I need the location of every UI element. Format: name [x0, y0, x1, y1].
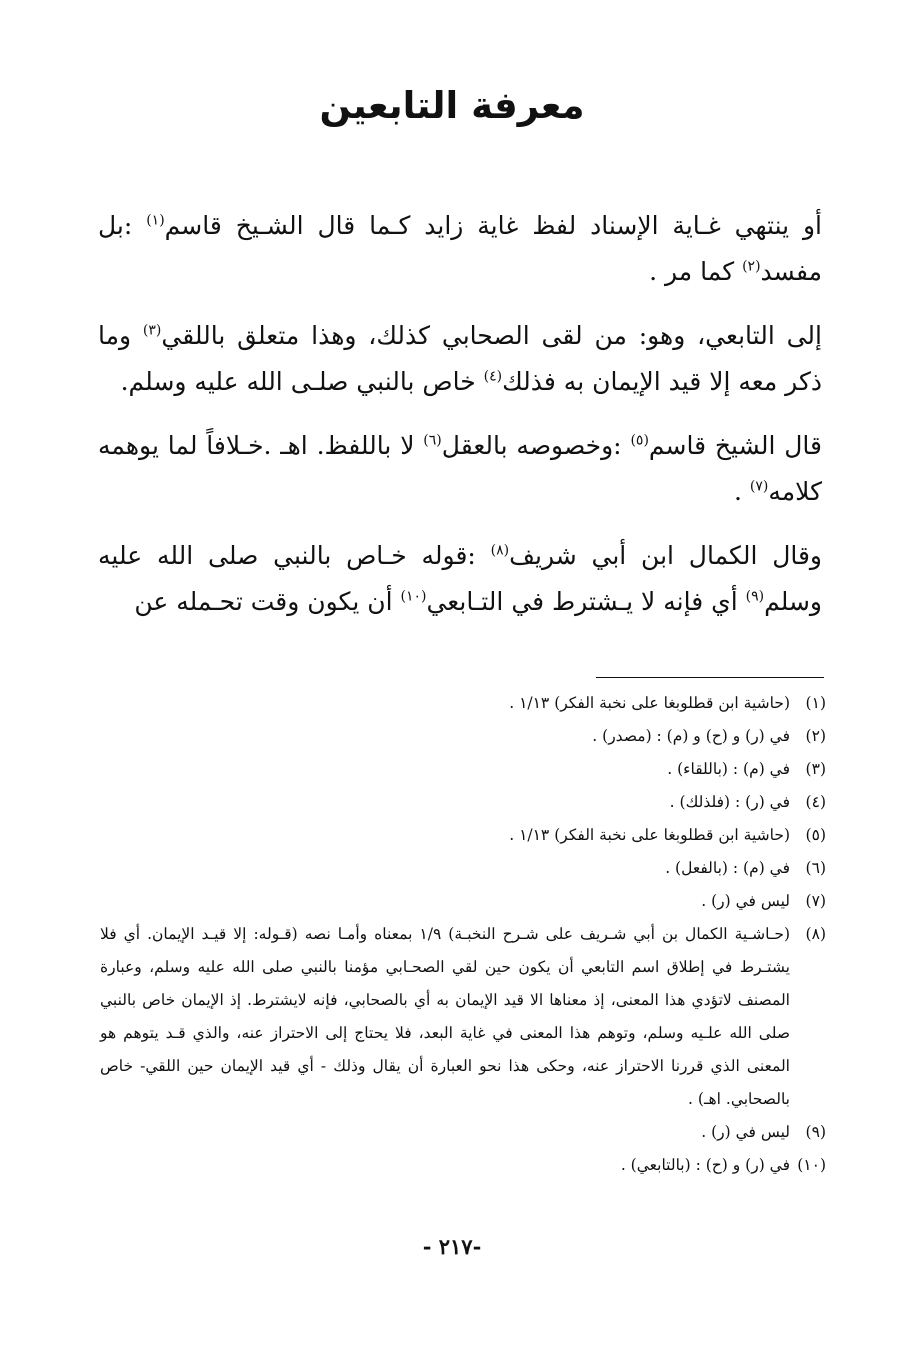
footnote-number: (٧): [805, 892, 826, 910]
footnote-number: (٨): [805, 925, 826, 943]
footnote-1: [100, 687, 826, 720]
text: لا باللفظ. اهـ .خـلافاً لما يوهمه كلامه: [98, 431, 822, 506]
footnote-ref[interactable]: (٥): [630, 432, 649, 449]
footnote-6: [100, 852, 826, 885]
footnote-text: ليس في (ر) .: [701, 892, 790, 910]
footnote-ref[interactable]: (٦): [423, 432, 442, 449]
footnote-9: [100, 1116, 826, 1149]
footnote-text: في (ر) و (ح) : (بالتابعي) .: [620, 1156, 790, 1174]
footnote-2: [100, 720, 826, 753]
footnote-number: (١٠): [797, 1156, 826, 1174]
footnote-7: [100, 885, 826, 918]
footnote-number: (٤): [805, 793, 826, 811]
text: .: [734, 477, 750, 506]
footnote-ref[interactable]: (٣): [142, 322, 162, 339]
paragraph-1: [98, 203, 822, 295]
text: وما ذكر معه إلا قيد الإيمان به فذلك: [98, 321, 822, 396]
footnote-text: (حـاشـية الكمال بن أبي شـريف على شـرح النخبـة) ١/٩ بمعناه وأمـا نصه (قـوله: إلا قيـد الإيمان. أي فلا يشتـرط في إطلاق اسم التابعي أن يكون حين لقي الصحـابي مؤمنا بالنبي صلى الله عليه وسلم، وعبارة المصنف لاتؤدي هذا المعنى، إذ معناها الا قيد الإيمان به أي بالصحابي، فإنه لايشترط. إذ الإيمان خاص بالنبي صلى الله علـيه وسلم، وتوهم هذا المعنى في غاية البعد، فلا يحتاج إلى الاحتراز عنه، والذي قـد يتوهم هو المعنى الذي قررنا الاحتراز عنه، وحكى هذا نحو العبارة أن يقال وذلك - أي قيد الإيمان حين اللقي- خاص بالصحابي. اهـ) .: [100, 925, 790, 1108]
footnote-ref[interactable]: (٤): [483, 368, 503, 385]
footnote-number: (٦): [805, 859, 826, 877]
footnotes: [100, 687, 826, 1182]
footnote-text: ليس في (ر) .: [701, 1123, 790, 1141]
paragraph-3: [98, 423, 822, 515]
footnote-8: [100, 918, 826, 1116]
footnote-text: في (م) : (بالفعل) .: [665, 859, 790, 877]
footnote-3: [100, 753, 826, 786]
footnote-number: (٢): [805, 727, 826, 745]
footnote-separator: [596, 677, 824, 678]
page-number: - ٢١٧-: [422, 1234, 482, 1259]
text: كما مر .: [649, 257, 743, 286]
footnote-number: (٥): [805, 826, 826, 844]
footnote-number: (٣): [805, 760, 826, 778]
footnote-4: [100, 786, 826, 819]
main-text: [98, 203, 822, 637]
footnote-5: [100, 819, 826, 852]
page-title: معرفة التابعين: [319, 84, 585, 127]
footnote-number: (١): [805, 694, 826, 712]
text: خاص بالنبي صلـى الله عليه وسلم.: [120, 367, 484, 396]
footnote-ref[interactable]: (٩): [745, 588, 765, 605]
text: أن يكون وقت تحـمله عن: [134, 587, 401, 616]
text: :قوله خـاص بالنبي صلى الله عليه وسلم: [98, 541, 822, 616]
footnote-text: في (م) : (باللقاء) .: [667, 760, 790, 778]
text: :بل مفسد: [98, 211, 822, 286]
paragraph-2: [98, 313, 822, 405]
footnote-ref[interactable]: (٢): [742, 258, 761, 275]
footnote-text: في (ر) : (فلذلك) .: [669, 793, 790, 811]
text: :وخصوصه بالعقل: [441, 431, 631, 460]
footnote-text: (حاشية ابن قطلوبغا على نخبة الفكر) ١/١٣ .: [509, 826, 790, 844]
text: وقال الكمال ابن أبي شريف: [509, 541, 823, 570]
paragraph-4: [98, 533, 822, 625]
footnote-ref[interactable]: (١): [146, 212, 165, 229]
footnote-ref[interactable]: (١٠): [400, 588, 427, 605]
footnote-10: [100, 1149, 826, 1182]
footnote-number: (٩): [805, 1123, 826, 1141]
text: قال الشيخ قاسم: [648, 431, 822, 460]
footnote-text: في (ر) و (ح) و (م) : (مصدر) .: [592, 727, 790, 745]
text: إلى التابعي، وهو: من لقى الصحابي كذلك، وهذا متعلق باللقي: [161, 321, 822, 350]
footnote-ref[interactable]: (٨): [490, 542, 510, 559]
footnote-text: (حاشية ابن قطلوبغا على نخبة الفكر) ١/١٣ .: [509, 694, 790, 712]
text: أي فإنه لا يـشترط في التـابعي: [426, 587, 746, 616]
footnote-ref[interactable]: (٧): [749, 478, 769, 495]
text: أو ينتهي غـاية الإسناد لفظ غاية زايد كـما قال الشـيخ قاسم: [164, 211, 822, 240]
